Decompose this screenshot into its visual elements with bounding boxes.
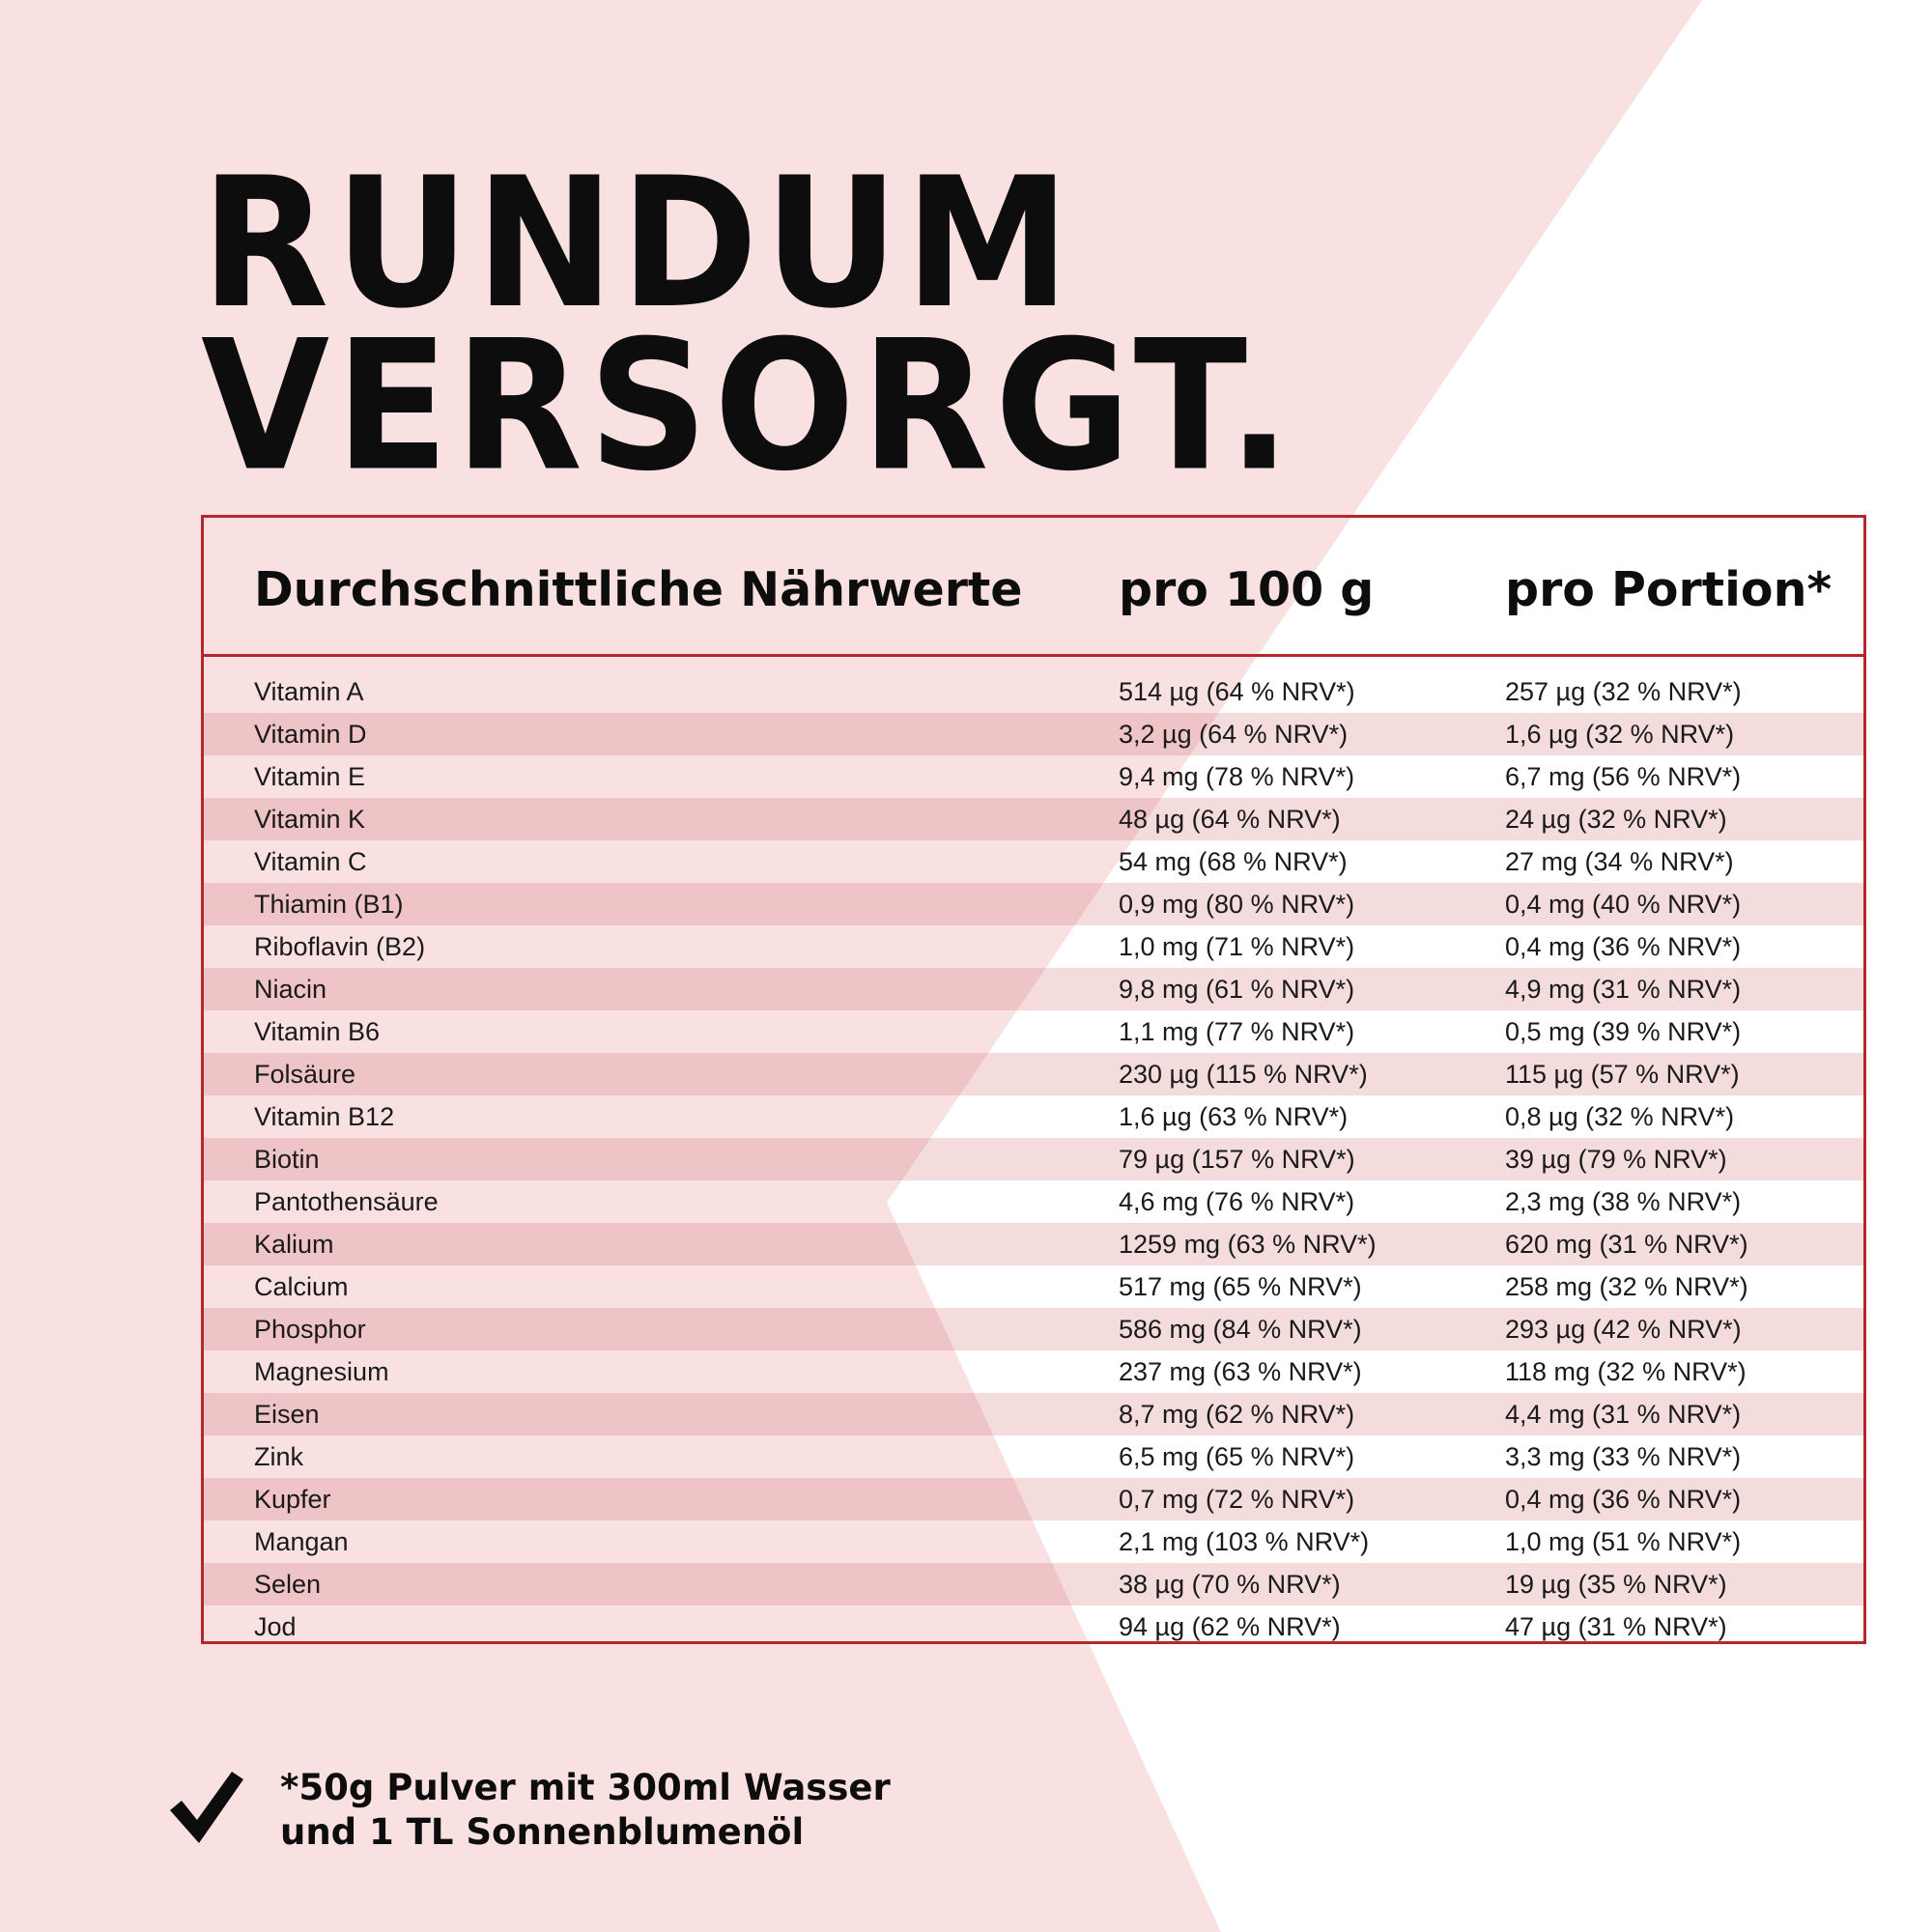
footnote-line-2: und 1 TL Sonnenblumenöl bbox=[280, 1811, 805, 1853]
value-per-portion: 620 mg (31 % NRV*) bbox=[1505, 1230, 1748, 1259]
value-per-100g: 514 µg (64 % NRV*) bbox=[1119, 677, 1355, 706]
value-per-portion: 293 µg (42 % NRV*) bbox=[1505, 1315, 1742, 1344]
title-line-1: RUNDUM bbox=[201, 138, 1076, 349]
nutrient-name: Vitamin D bbox=[254, 720, 367, 749]
value-per-portion: 257 µg (32 % NRV*) bbox=[1505, 677, 1742, 706]
value-per-portion: 0,4 mg (40 % NRV*) bbox=[1505, 890, 1742, 919]
value-per-100g: 0,7 mg (72 % NRV*) bbox=[1119, 1485, 1355, 1514]
value-per-100g: 8,7 mg (62 % NRV*) bbox=[1119, 1400, 1355, 1429]
nutrient-name: Jod bbox=[254, 1612, 297, 1641]
table-row bbox=[204, 1350, 1863, 1393]
value-per-portion: 1,0 mg (51 % NRV*) bbox=[1505, 1527, 1742, 1556]
value-per-100g: 79 µg (157 % NRV*) bbox=[1119, 1145, 1355, 1174]
value-per-portion: 27 mg (34 % NRV*) bbox=[1505, 847, 1734, 876]
value-per-100g: 9,8 mg (61 % NRV*) bbox=[1119, 975, 1355, 1004]
table-row bbox=[204, 1095, 1863, 1138]
value-per-portion: 0,5 mg (39 % NRV*) bbox=[1505, 1017, 1742, 1046]
nutrient-name: Eisen bbox=[254, 1400, 320, 1429]
nutrient-name: Calcium bbox=[254, 1272, 349, 1301]
table-row bbox=[204, 670, 1863, 713]
nutrient-name: Phosphor bbox=[254, 1315, 366, 1344]
table-row bbox=[204, 1478, 1863, 1520]
value-per-100g: 1,0 mg (71 % NRV*) bbox=[1119, 932, 1355, 961]
page-title bbox=[201, 138, 1297, 511]
value-per-portion: 39 µg (79 % NRV*) bbox=[1505, 1145, 1727, 1174]
value-per-portion: 24 µg (32 % NRV*) bbox=[1505, 805, 1727, 834]
nutrition-table bbox=[201, 515, 1866, 1644]
table-row bbox=[204, 1435, 1863, 1478]
value-per-portion: 1,6 µg (32 % NRV*) bbox=[1505, 720, 1735, 749]
nutrient-name: Mangan bbox=[254, 1527, 349, 1556]
value-per-portion: 6,7 mg (56 % NRV*) bbox=[1505, 762, 1742, 791]
nutrient-name: Riboflavin (B2) bbox=[254, 932, 426, 961]
value-per-portion: 4,9 mg (31 % NRV*) bbox=[1505, 975, 1742, 1004]
table-row bbox=[204, 1393, 1863, 1435]
nutrient-name: Vitamin K bbox=[254, 805, 366, 834]
table-row bbox=[204, 1053, 1863, 1095]
nutrient-name: Kalium bbox=[254, 1230, 334, 1259]
nutrient-name: Selen bbox=[254, 1570, 322, 1599]
value-per-portion: 115 µg (57 % NRV*) bbox=[1505, 1060, 1740, 1089]
table-row bbox=[204, 755, 1863, 798]
table-header-row bbox=[204, 518, 1863, 657]
nutrient-name: Niacin bbox=[254, 975, 327, 1004]
nutrient-name: Thiamin (B1) bbox=[254, 890, 404, 919]
value-per-100g: 6,5 mg (65 % NRV*) bbox=[1119, 1442, 1355, 1471]
table-row bbox=[204, 840, 1863, 883]
value-per-portion: 0,4 mg (36 % NRV*) bbox=[1505, 1485, 1742, 1514]
serving-footnote bbox=[166, 1766, 891, 1855]
nutrient-name: Folsäure bbox=[254, 1060, 356, 1089]
table-row bbox=[204, 1605, 1863, 1648]
nutrient-name: Pantothensäure bbox=[254, 1187, 439, 1216]
nutrient-name: Vitamin E bbox=[254, 762, 366, 791]
table-row bbox=[204, 925, 1863, 968]
value-per-100g: 94 µg (62 % NRV*) bbox=[1119, 1612, 1341, 1641]
value-per-portion: 118 mg (32 % NRV*) bbox=[1505, 1357, 1747, 1386]
nutrient-name: Vitamin B12 bbox=[254, 1102, 395, 1131]
value-per-portion: 4,4 mg (31 % NRV*) bbox=[1505, 1400, 1742, 1429]
table-row bbox=[204, 968, 1863, 1010]
table-row bbox=[204, 713, 1863, 755]
value-per-100g: 54 mg (68 % NRV*) bbox=[1119, 847, 1348, 876]
table-row bbox=[204, 1223, 1863, 1265]
value-per-portion: 0,4 mg (36 % NRV*) bbox=[1505, 932, 1742, 961]
table-row bbox=[204, 883, 1863, 925]
table-row bbox=[204, 1308, 1863, 1350]
table-row bbox=[204, 1180, 1863, 1223]
header-per-portion: pro Portion* bbox=[1505, 562, 1833, 617]
table-row bbox=[204, 1010, 1863, 1053]
value-per-100g: 517 mg (65 % NRV*) bbox=[1119, 1272, 1362, 1301]
table-row bbox=[204, 1265, 1863, 1308]
value-per-portion: 0,8 µg (32 % NRV*) bbox=[1505, 1102, 1735, 1131]
value-per-portion: 2,3 mg (38 % NRV*) bbox=[1505, 1187, 1742, 1216]
header-per-100g: pro 100 g bbox=[1119, 562, 1375, 617]
table-row bbox=[204, 1138, 1863, 1180]
table-row bbox=[204, 798, 1863, 840]
value-per-100g: 0,9 mg (80 % NRV*) bbox=[1119, 890, 1355, 919]
nutrient-name: Vitamin C bbox=[254, 847, 367, 876]
value-per-portion: 3,3 mg (33 % NRV*) bbox=[1505, 1442, 1742, 1471]
value-per-100g: 230 µg (115 % NRV*) bbox=[1119, 1060, 1368, 1089]
value-per-100g: 4,6 mg (76 % NRV*) bbox=[1119, 1187, 1355, 1216]
footnote-text bbox=[280, 1766, 891, 1855]
title-line-2: VERSORGT. bbox=[201, 300, 1297, 511]
value-per-100g: 2,1 mg (103 % NRV*) bbox=[1119, 1527, 1370, 1556]
value-per-100g: 586 mg (84 % NRV*) bbox=[1119, 1315, 1362, 1344]
footnote-line-1: *50g Pulver mit 300ml Wasser bbox=[280, 1767, 891, 1808]
table-row bbox=[204, 1520, 1863, 1563]
value-per-portion: 258 mg (32 % NRV*) bbox=[1505, 1272, 1748, 1301]
value-per-100g: 38 µg (70 % NRV*) bbox=[1119, 1570, 1341, 1599]
value-per-portion: 47 µg (31 % NRV*) bbox=[1505, 1612, 1727, 1641]
value-per-100g: 1,1 mg (77 % NRV*) bbox=[1119, 1017, 1355, 1046]
value-per-100g: 3,2 µg (64 % NRV*) bbox=[1119, 720, 1349, 749]
nutrient-name: Magnesium bbox=[254, 1357, 389, 1386]
value-per-100g: 237 mg (63 % NRV*) bbox=[1119, 1357, 1362, 1386]
header-nutrient: Durchschnittliche Nährwerte bbox=[254, 562, 1023, 617]
nutrient-name: Vitamin B6 bbox=[254, 1017, 381, 1046]
value-per-100g: 9,4 mg (78 % NRV*) bbox=[1119, 762, 1355, 791]
value-per-100g: 1,6 µg (63 % NRV*) bbox=[1119, 1102, 1349, 1131]
table-row bbox=[204, 1563, 1863, 1605]
table-body bbox=[204, 670, 1863, 1648]
value-per-100g: 1259 mg (63 % NRV*) bbox=[1119, 1230, 1377, 1259]
nutrient-name: Vitamin A bbox=[254, 677, 364, 706]
nutrient-name: Zink bbox=[254, 1442, 304, 1471]
check-icon bbox=[166, 1768, 247, 1845]
value-per-100g: 48 µg (64 % NRV*) bbox=[1119, 805, 1341, 834]
nutrient-name: Kupfer bbox=[254, 1485, 331, 1514]
nutrient-name: Biotin bbox=[254, 1145, 320, 1174]
value-per-portion: 19 µg (35 % NRV*) bbox=[1505, 1570, 1727, 1599]
